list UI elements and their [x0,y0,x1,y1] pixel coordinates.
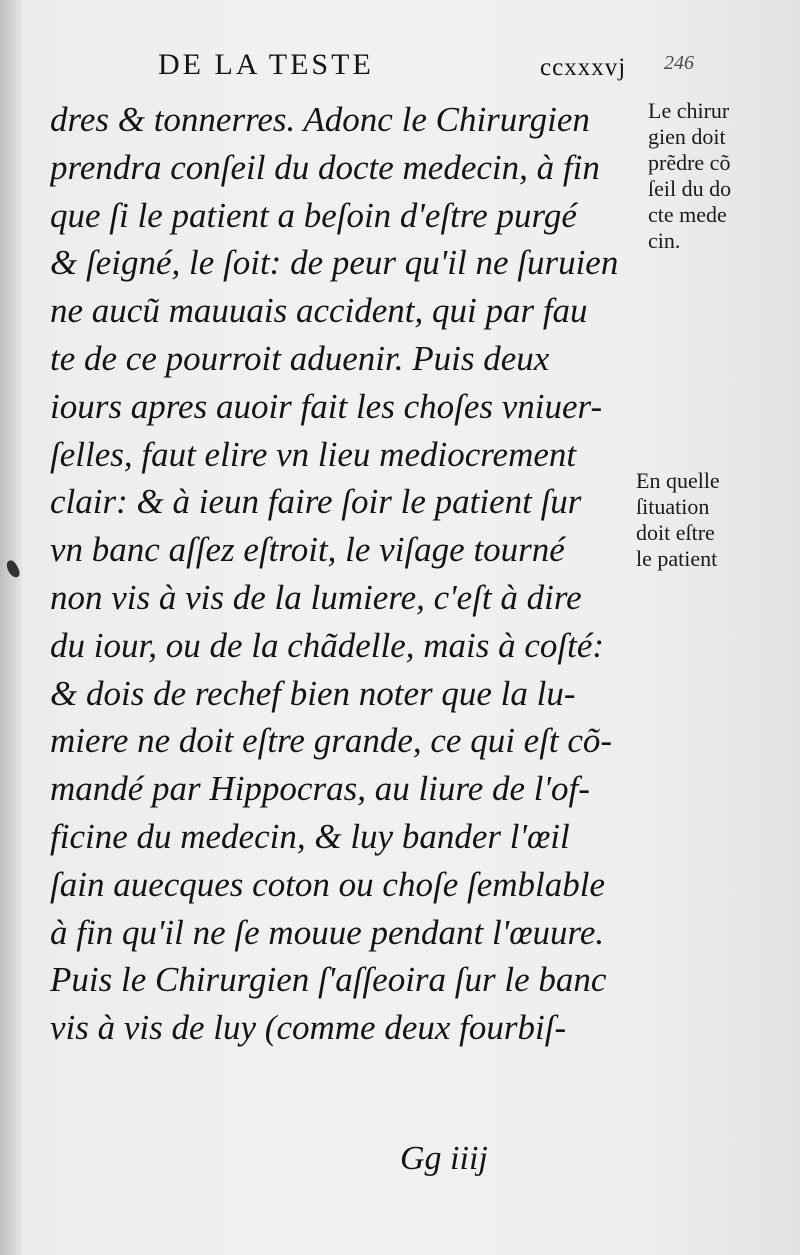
text-line: & ſeigné, le ſoit: de peur qu'il ne ſuruien [50,243,619,283]
margin-note-line: cin. [648,228,681,253]
text-line: iours apres auoir fait les choſes vniuer- [50,386,603,426]
margin-note-line: prẽdre cõ [648,150,731,175]
margin-note-patient-position [636,468,720,572]
text-line: miere ne doit eſtre grande, ce qui eſt cõ- [50,721,613,761]
margin-note-line: le patient [636,546,718,571]
text-line: ficine du medecin, & luy bander l'œil [50,816,570,856]
text-line: Puis le Chirurgien ſ'aſſeoira ſur le banc [50,960,607,1000]
margin-note-line: ſituation [636,494,710,519]
text-line: du iour, ou de la chãdelle, mais à coſté: [50,625,605,665]
margin-note-line: ſeil du do [648,176,732,201]
text-line: ne aucũ mauuais accident, qui par fau [50,291,588,331]
running-head [158,48,718,88]
text-line: vn banc aſſez eſtroit, le viſage tourné [50,530,565,570]
page-gutter-shadow [0,0,22,1255]
text-line: te de ce pourroit aduenir. Puis deux [50,338,550,378]
margin-note-line: doit eſtre [636,520,715,545]
text-line: que ſi le patient a beſoin d'eſtre purgé [50,195,577,235]
text-line: mandé par Hippocras, au liure de l'of- [50,769,590,809]
margin-note-surgeon-counsel [648,98,731,254]
body-text [50,96,650,1052]
text-line: prendra conſeil du docte medecin, à fin [50,147,600,187]
running-head-title: DE LA TESTE [158,48,374,81]
text-line: & dois de rechef bien noter que la lu- [50,673,576,713]
margin-note-line: cte mede [648,202,727,227]
handwritten-folio: 246 [664,52,694,74]
text-line: ſelles, faut elire vn lieu mediocrement [50,434,577,474]
margin-note-line: Le chirur [648,98,730,123]
text-line: ſain auecques coton ou choſe ſemblable [50,864,605,904]
text-line: clair: & à ieun faire ſoir le patient ſur [50,482,582,522]
text-line: à fin qu'il ne ſe mouue pendant l'œuure. [50,912,605,952]
text-line: vis à vis de luy (comme deux fourbiſ- [50,1008,567,1048]
text-line: non vis à vis de la lumiere, c'eſt à dire [50,577,582,617]
text-line: dres & tonnerres. Adonc le Chirurgien [50,100,590,139]
margin-note-line: En quelle [636,468,720,493]
folio-number: ccxxxvj [540,54,627,81]
margin-note-line: gien doit [648,124,726,149]
signature-mark: Gg iiij [400,1140,488,1177]
